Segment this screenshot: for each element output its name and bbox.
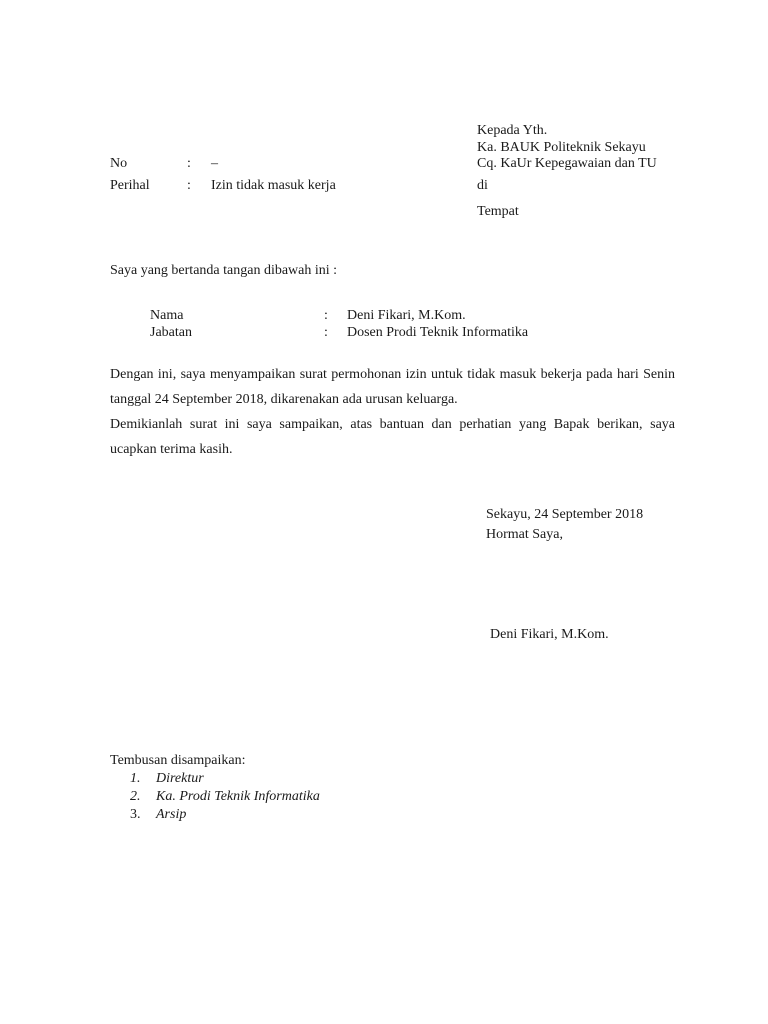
recipient-line-3: Cq. KaUr Kepegawaian dan TU <box>477 156 657 171</box>
body-paragraph-1: Dengan ini, saya menyampaikan surat permohonan izin untuk tidak masuk bekerja pada hari Senin tanggal 24 September 2018, dikarenakan ada urusan keluarga. <box>110 367 675 407</box>
cc-item-text: Ka. Prodi Teknik Informatika <box>156 789 320 804</box>
cc-item-number: 2. <box>130 789 141 804</box>
name-label: Nama <box>150 308 184 323</box>
cc-item-text: Direktur <box>156 771 204 786</box>
signer-name: Deni Fikari, M.Kom. <box>490 627 609 642</box>
position-value: Dosen Prodi Teknik Informatika <box>347 325 529 340</box>
name-value: Deni Fikari, M.Kom. <box>347 308 466 323</box>
perihal-separator: : <box>187 178 191 193</box>
name-separator: : <box>324 308 328 323</box>
cc-item-number: 1. <box>130 771 141 786</box>
recipient-line-1: Kepada Yth. <box>477 123 548 138</box>
cc-title: Tembusan disampaikan: <box>110 753 246 768</box>
perihal-label: Perihal <box>110 178 150 193</box>
recipient-line-4: di <box>477 178 488 193</box>
no-label: No <box>110 156 128 171</box>
recipient-line-2: Ka. BAUK Politeknik Sekayu <box>477 140 646 155</box>
recipient-line-5: Tempat <box>477 204 519 219</box>
intro-text: Saya yang bertanda tangan dibawah ini : <box>110 263 338 278</box>
body-paragraph-2: Demikianlah surat ini saya sampaikan, atas bantuan dan perhatian yang Bapak berikan, saya ucapkan terima kasih. <box>110 417 675 457</box>
no-value: – <box>211 156 218 171</box>
cc-item-text: Arsip <box>156 807 187 822</box>
cc-item-number: 3. <box>130 807 141 822</box>
position-separator: : <box>324 325 328 340</box>
place-date: Sekayu, 24 September 2018 <box>486 507 644 522</box>
perihal-value: Izin tidak masuk kerja <box>211 178 336 193</box>
position-label: Jabatan <box>150 325 192 340</box>
closing-salutation: Hormat Saya, <box>486 527 563 542</box>
no-separator: : <box>187 156 191 171</box>
